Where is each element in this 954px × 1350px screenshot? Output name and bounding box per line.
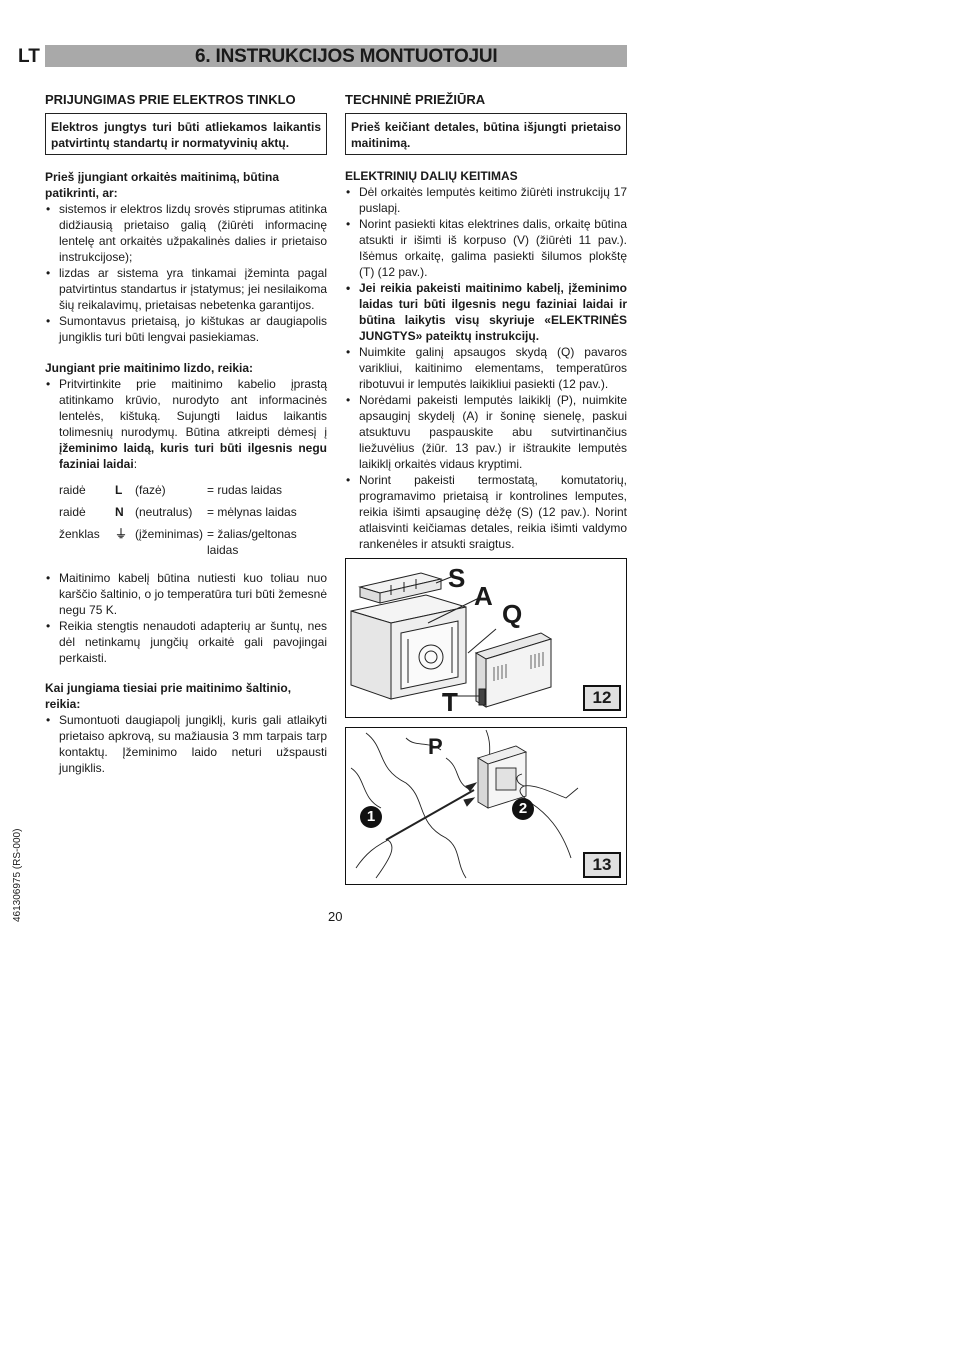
wire-name: (neutralus) bbox=[135, 505, 193, 519]
list-item: • Norint pakeisti termostatą, komutatorių, programavimo prietaisą ir kontrolines lemputes, reikia išimti apsauginę dėžę (S) (12 pav.). Norint atlaisvinti keičiamas detales, reikia išimti valdymo rankenėles ir atsukti sraigtus. bbox=[345, 472, 627, 552]
label-p: P bbox=[428, 734, 443, 759]
document-code: 461306975 (RS-000) bbox=[12, 828, 23, 922]
list-item: • Nuimkite galinį apsaugos skydą (Q) pavaros varikliui, kaitinimo elementams, temperatūros ribotuvui ir lemputės laikikliui pasiekti (12 pav.). bbox=[345, 344, 627, 392]
subheading-check: Prieš įjungiant orkaitės maitinimą, būtina patikrinti, ar: bbox=[45, 170, 280, 200]
wire-symbol: N bbox=[115, 505, 124, 519]
socket-list bbox=[45, 376, 327, 472]
list-item bbox=[45, 376, 327, 472]
step-1-badge: 1 bbox=[360, 806, 382, 828]
section-heading-electrical: PRIJUNGIMAS PRIE ELEKTROS TINKLO bbox=[45, 92, 296, 107]
cable-list bbox=[45, 570, 327, 666]
wire-kind: ženklas bbox=[59, 527, 100, 541]
wire-name: (fazė) bbox=[135, 483, 166, 497]
list-item: • Norint pasiekti kitas elektrines dalis, orkaitę būtina atsukti ir išimti iš korpuso (V) (žiūrėti 11 pav.). Išėmus orkaitę, galima pasiekti šilumos plokštę (T) (12 pav.). bbox=[345, 216, 627, 280]
wire-color: = mėlynas laidas bbox=[207, 505, 297, 519]
list-item: • Dėl orkaitės lemputės keitimo žiūrėti instrukcijų 17 puslapį. bbox=[345, 184, 627, 216]
label-q: Q bbox=[502, 599, 523, 629]
figure-number-12: 12 bbox=[583, 685, 621, 711]
left-column bbox=[45, 92, 327, 776]
page-number: 20 bbox=[328, 909, 343, 924]
figure-13 bbox=[345, 727, 627, 885]
label-a: A bbox=[474, 581, 493, 611]
subheading-parts: ELEKTRINIŲ DALIŲ KEITIMAS bbox=[345, 169, 518, 183]
list-item: • Maitinimo kabelį būtina nutiesti kuo toliau nuo karščio šaltinio, o jo temperatūra turi būti žemesnė negu 75 K. bbox=[45, 570, 327, 618]
list-item: • sistemos ir elektros lizdų srovės stiprumas atitinka didžiausią prietaiso galią (žiūrėti informacinę lentelę ant orkaitės užpakalinės dalies ir prietaiso instrukcijose); bbox=[45, 201, 327, 265]
list-item: • Reikia stengtis nenaudoti adapterių ar šuntų, nes dėl netinkamų jungčių orkaitė gali pavojingai perkaisti. bbox=[45, 618, 327, 666]
list-item: • Sumontuoti daugiapolį jungiklį, kuris gali atlaikyti prietaiso apkrovą, su mažiausia 3 mm tarpais tarp kontaktų. Įžeminimo laido neturi užspausti jungiklis. bbox=[45, 712, 327, 776]
list-item: • lizdas ar sistema yra tinkamai įžeminta pagal patvirtintus standartus ir įstatymus; jei nesilaikoma šių reikalavimų, prietaisas nebetenka garantijos. bbox=[45, 265, 327, 313]
wire-name: (įžeminimas) bbox=[135, 527, 204, 541]
warning-box-standards: Elektros jungtys turi būti atliekamos laikantis patvirtintų standartų ir normatyvinių aktų. bbox=[45, 113, 327, 155]
subheading-socket: Jungiant prie maitinimo lizdo, reikia: bbox=[45, 361, 254, 375]
wire-kind: raidė bbox=[59, 505, 86, 519]
wire-color: = žalias/geltonas laidas bbox=[207, 527, 297, 557]
text-run-bold: įžeminimo laidą, kuris turi būti ilgesnis negu faziniai laidai bbox=[59, 441, 327, 471]
language-code: LT bbox=[18, 46, 40, 67]
wire-color: = rudas laidas bbox=[207, 483, 283, 497]
ground-symbol-icon: ⏚ bbox=[115, 527, 128, 541]
direct-list bbox=[45, 712, 327, 776]
text-run: : bbox=[133, 457, 138, 471]
warning-box-power: Prieš keičiant detales, būtina išjungti prietaiso maitinimą. bbox=[345, 113, 627, 155]
section-heading-maintenance: TECHNINĖ PRIEŽIŪRA bbox=[345, 92, 486, 107]
subheading-direct: Kai jungiama tiesiai prie maitinimo šaltinio, reikia: bbox=[45, 681, 292, 711]
list-item: • Norėdami pakeisti lemputės laikiklį (P), nuimkite apsauginį skydelį (A) ir šoninę sienelę, paskui atsuktuvu paspauskite abu sutvirtinančius liežuvėlius (žiūr. 13 pav.) ir ištraukite lemputės laikiklį orkaitės vidaus kryptimi. bbox=[345, 392, 627, 472]
list-item: • Sumontavus prietaisą, jo kištukas ar daugiapolis jungiklis turi būti lengvai pasiekiamas. bbox=[45, 313, 327, 345]
check-list bbox=[45, 201, 327, 345]
list-item-bold: • Jei reikia pakeisti maitinimo kabelį, įžeminimo laidas turi būti ilgesnis negu faziniai laidai ir būtina laikytis visų skyriuje «ELEKTRINĖS JUNGTYS» pateiktų instrukcijų. bbox=[345, 280, 627, 344]
label-t: T bbox=[442, 687, 458, 717]
text-run: Pritvirtinkite prie maitinimo kabelio įprastą atitinkamo krūvio, nurodyto ant informacinės lentelės, kištuką. Sujungti laidus laikantis tolimesnių nurodymų. Būtina atkreipti dėmesį į bbox=[59, 377, 327, 439]
parts-list bbox=[345, 184, 627, 552]
wire-kind: raidė bbox=[59, 483, 86, 497]
right-column bbox=[345, 92, 627, 552]
figure-number-13: 13 bbox=[583, 852, 621, 878]
figure-12 bbox=[345, 558, 627, 718]
wire-symbol: L bbox=[115, 483, 123, 497]
wire-table bbox=[59, 482, 327, 558]
step-2-badge: 2 bbox=[512, 798, 534, 820]
label-s: S bbox=[448, 563, 466, 593]
page-title: 6. INSTRUKCIJOS MONTUOTOJUI bbox=[195, 46, 498, 67]
